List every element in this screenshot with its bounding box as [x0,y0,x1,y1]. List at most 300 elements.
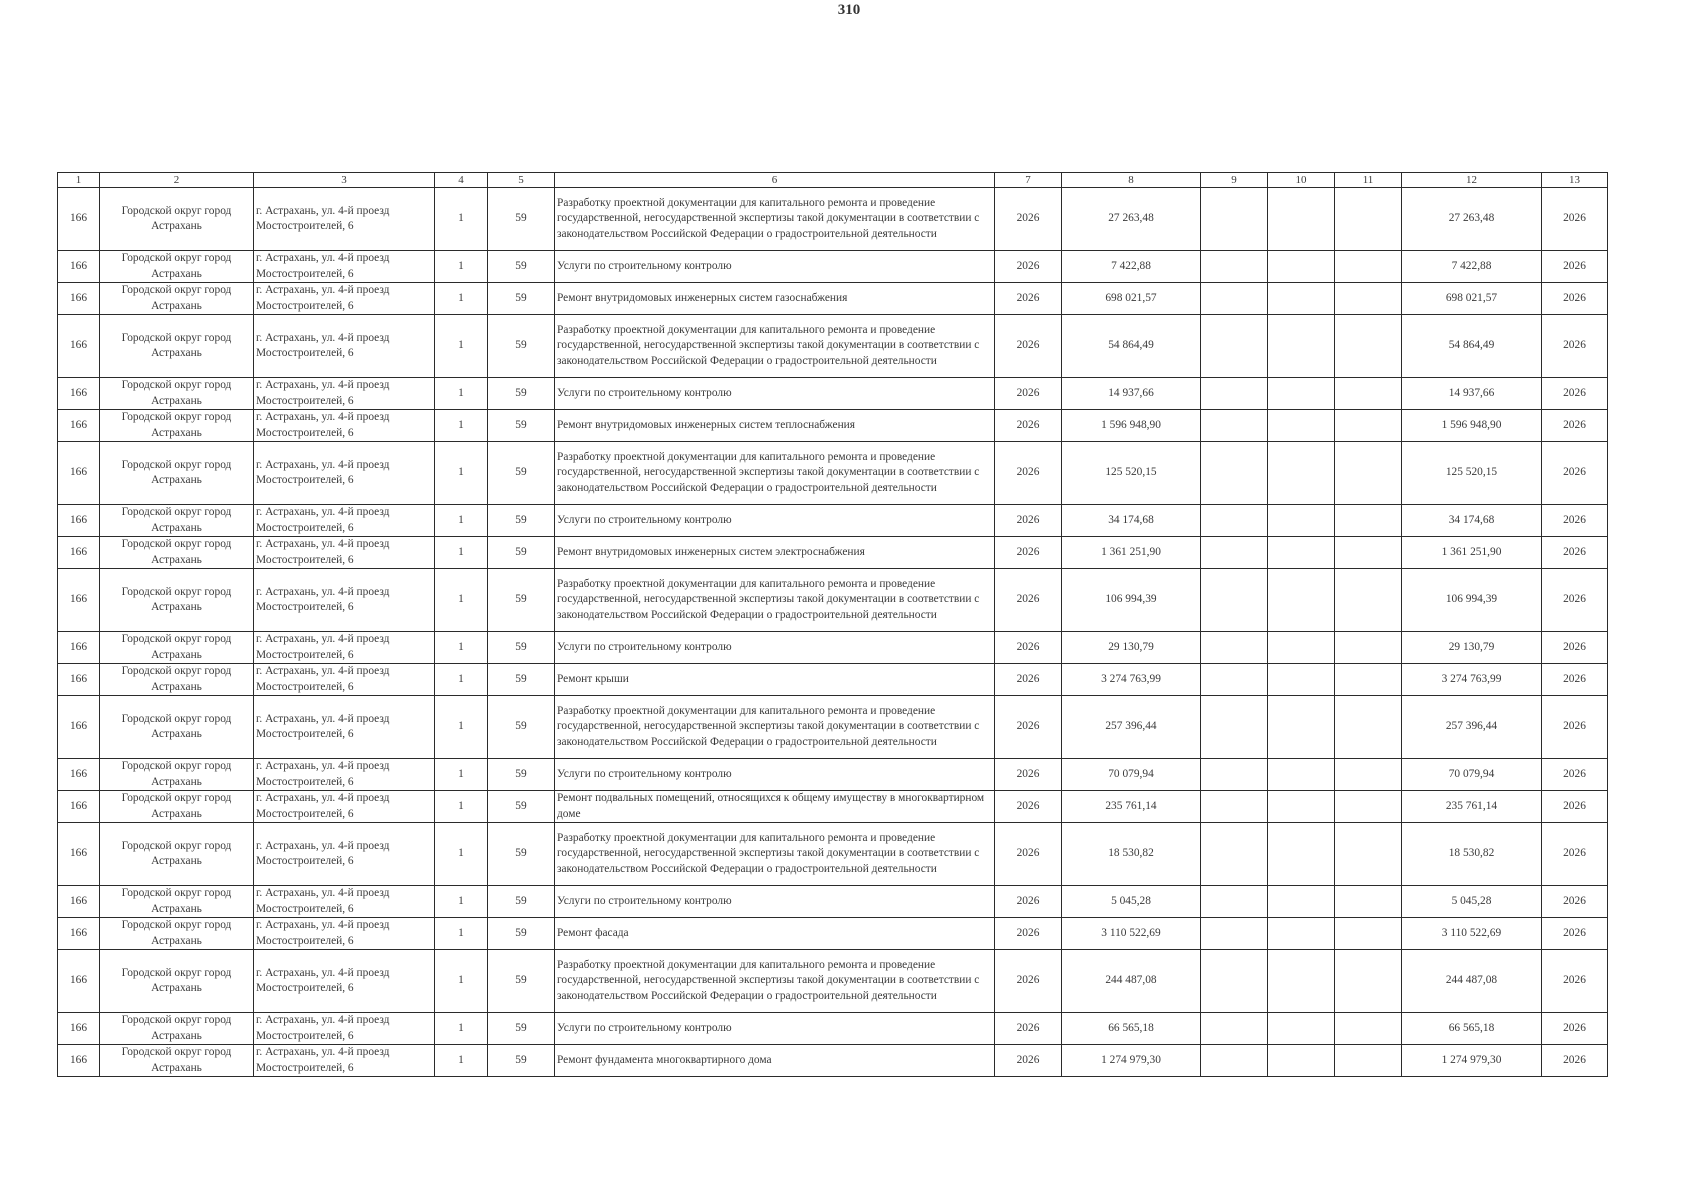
total-cost-cell: 5 045,28 [1402,886,1542,918]
column-header: 4 [435,173,488,188]
row-number-cell: 166 [58,505,100,537]
address-cell: г. Астрахань, ул. 4-й проезд Мостостроителей, 6 [254,823,435,886]
year-cell: 2026 [995,442,1062,505]
column-header: 10 [1268,173,1335,188]
address-cell: г. Астрахань, ул. 4-й проезд Мостостроителей, 6 [254,283,435,315]
total-cost-cell: 125 520,15 [1402,442,1542,505]
column-5-cell: 59 [488,696,555,759]
total-cost-cell: 54 864,49 [1402,315,1542,378]
column-5-cell: 59 [488,1013,555,1045]
plan-year-cell: 2026 [1542,442,1608,505]
address-cell: г. Астрахань, ул. 4-й проезд Мостостроителей, 6 [254,442,435,505]
column-4-cell: 1 [435,537,488,569]
work-type-cell: Разработку проектной документации для капитального ремонта и проведение государственной, негосударственной экспертизы такой документации в соответствии с законодательством Российской Федерации о градостроительной деятельности [555,188,995,251]
column-11-cell [1335,251,1402,283]
column-5-cell: 59 [488,251,555,283]
total-cost-cell: 14 937,66 [1402,378,1542,410]
column-9-cell [1201,1045,1268,1077]
address-cell: г. Астрахань, ул. 4-й проезд Мостостроителей, 6 [254,918,435,950]
column-header: 12 [1402,173,1542,188]
cost-cell: 54 864,49 [1062,315,1201,378]
column-9-cell [1201,918,1268,950]
address-cell: г. Астрахань, ул. 4-й проезд Мостостроителей, 6 [254,632,435,664]
work-type-cell: Разработку проектной документации для капитального ремонта и проведение государственной, негосударственной экспертизы такой документации в соответствии с законодательством Российской Федерации о градостроительной деятельности [555,950,995,1013]
table-row [58,283,1608,315]
table-row [58,664,1608,696]
year-cell: 2026 [995,537,1062,569]
table-row [58,791,1608,823]
table-row [58,442,1608,505]
column-header: 1 [58,173,100,188]
year-cell: 2026 [995,696,1062,759]
year-cell: 2026 [995,378,1062,410]
column-11-cell [1335,505,1402,537]
column-5-cell: 59 [488,188,555,251]
year-cell: 2026 [995,315,1062,378]
total-cost-cell: 18 530,82 [1402,823,1542,886]
column-9-cell [1201,505,1268,537]
column-11-cell [1335,410,1402,442]
row-number-cell: 166 [58,632,100,664]
column-header: 8 [1062,173,1201,188]
cost-cell: 257 396,44 [1062,696,1201,759]
municipality-cell: Городской округ город Астрахань [100,1045,254,1077]
column-4-cell: 1 [435,886,488,918]
cost-cell: 235 761,14 [1062,791,1201,823]
total-cost-cell: 34 174,68 [1402,505,1542,537]
column-4-cell: 1 [435,410,488,442]
address-cell: г. Астрахань, ул. 4-й проезд Мостостроителей, 6 [254,664,435,696]
municipality-cell: Городской округ город Астрахань [100,442,254,505]
table-body [58,188,1608,1077]
table-row [58,918,1608,950]
column-11-cell [1335,632,1402,664]
address-cell: г. Астрахань, ул. 4-й проезд Мостостроителей, 6 [254,759,435,791]
municipality-cell: Городской округ город Астрахань [100,537,254,569]
cost-cell: 698 021,57 [1062,283,1201,315]
column-10-cell [1268,188,1335,251]
address-cell: г. Астрахань, ул. 4-й проезд Мостостроителей, 6 [254,505,435,537]
cost-cell: 7 422,88 [1062,251,1201,283]
cost-cell: 29 130,79 [1062,632,1201,664]
column-9-cell [1201,950,1268,1013]
column-4-cell: 1 [435,442,488,505]
year-cell: 2026 [995,886,1062,918]
column-10-cell [1268,918,1335,950]
municipality-cell: Городской округ город Астрахань [100,569,254,632]
municipality-cell: Городской округ город Астрахань [100,1013,254,1045]
column-5-cell: 59 [488,632,555,664]
column-header: 9 [1201,173,1268,188]
work-type-cell: Услуги по строительному контролю [555,378,995,410]
row-number-cell: 166 [58,696,100,759]
total-cost-cell: 1 596 948,90 [1402,410,1542,442]
column-5-cell: 59 [488,283,555,315]
plan-year-cell: 2026 [1542,410,1608,442]
row-number-cell: 166 [58,791,100,823]
row-number-cell: 166 [58,664,100,696]
plan-year-cell: 2026 [1542,505,1608,537]
capital-repair-table [57,172,1608,1077]
column-10-cell [1268,569,1335,632]
column-header: 2 [100,173,254,188]
column-9-cell [1201,664,1268,696]
total-cost-cell: 70 079,94 [1402,759,1542,791]
column-5-cell: 59 [488,505,555,537]
column-11-cell [1335,1013,1402,1045]
row-number-cell: 166 [58,1013,100,1045]
work-type-cell: Ремонт фасада [555,918,995,950]
column-10-cell [1268,791,1335,823]
year-cell: 2026 [995,950,1062,1013]
total-cost-cell: 698 021,57 [1402,283,1542,315]
cost-cell: 14 937,66 [1062,378,1201,410]
work-type-cell: Услуги по строительному контролю [555,759,995,791]
work-type-cell: Разработку проектной документации для капитального ремонта и проведение государственной, негосударственной экспертизы такой документации в соответствии с законодательством Российской Федерации о градостроительной деятельности [555,315,995,378]
row-number-cell: 166 [58,378,100,410]
column-10-cell [1268,410,1335,442]
column-5-cell: 59 [488,823,555,886]
cost-cell: 125 520,15 [1062,442,1201,505]
row-number-cell: 166 [58,918,100,950]
year-cell: 2026 [995,664,1062,696]
municipality-cell: Городской округ город Астрахань [100,505,254,537]
row-number-cell: 166 [58,950,100,1013]
year-cell: 2026 [995,791,1062,823]
total-cost-cell: 1 274 979,30 [1402,1045,1542,1077]
year-cell: 2026 [995,823,1062,886]
total-cost-cell: 257 396,44 [1402,696,1542,759]
column-11-cell [1335,315,1402,378]
work-type-cell: Ремонт крыши [555,664,995,696]
municipality-cell: Городской округ город Астрахань [100,378,254,410]
column-9-cell [1201,442,1268,505]
column-11-cell [1335,696,1402,759]
column-5-cell: 59 [488,664,555,696]
table-row [58,410,1608,442]
table-row [58,315,1608,378]
column-11-cell [1335,569,1402,632]
column-9-cell [1201,188,1268,251]
address-cell: г. Астрахань, ул. 4-й проезд Мостостроителей, 6 [254,410,435,442]
column-10-cell [1268,505,1335,537]
column-11-cell [1335,950,1402,1013]
work-type-cell: Услуги по строительному контролю [555,251,995,283]
column-9-cell [1201,1013,1268,1045]
total-cost-cell: 3 110 522,69 [1402,918,1542,950]
table-row [58,823,1608,886]
plan-year-cell: 2026 [1542,886,1608,918]
row-number-cell: 166 [58,188,100,251]
plan-year-cell: 2026 [1542,188,1608,251]
address-cell: г. Астрахань, ул. 4-й проезд Мостостроителей, 6 [254,1013,435,1045]
work-type-cell: Услуги по строительному контролю [555,505,995,537]
column-10-cell [1268,950,1335,1013]
column-9-cell [1201,251,1268,283]
total-cost-cell: 66 565,18 [1402,1013,1542,1045]
plan-year-cell: 2026 [1542,696,1608,759]
column-4-cell: 1 [435,378,488,410]
table-row [58,1045,1608,1077]
cost-cell: 66 565,18 [1062,1013,1201,1045]
total-cost-cell: 244 487,08 [1402,950,1542,1013]
table-row [58,378,1608,410]
address-cell: г. Астрахань, ул. 4-й проезд Мостостроителей, 6 [254,315,435,378]
row-number-cell: 166 [58,442,100,505]
cost-cell: 1 596 948,90 [1062,410,1201,442]
work-type-cell: Разработку проектной документации для капитального ремонта и проведение государственной, негосударственной экспертизы такой документации в соответствии с законодательством Российской Федерации о градостроительной деятельности [555,442,995,505]
page-number: 310 [837,2,861,18]
municipality-cell: Городской округ город Астрахань [100,283,254,315]
row-number-cell: 166 [58,283,100,315]
row-number-cell: 166 [58,569,100,632]
plan-year-cell: 2026 [1542,823,1608,886]
table-row [58,886,1608,918]
cost-cell: 1 274 979,30 [1062,1045,1201,1077]
municipality-cell: Городской округ город Астрахань [100,823,254,886]
year-cell: 2026 [995,759,1062,791]
table-row [58,537,1608,569]
work-type-cell: Услуги по строительному контролю [555,1013,995,1045]
column-11-cell [1335,823,1402,886]
year-cell: 2026 [995,283,1062,315]
column-header: 7 [995,173,1062,188]
column-4-cell: 1 [435,283,488,315]
plan-year-cell: 2026 [1542,632,1608,664]
column-10-cell [1268,251,1335,283]
column-10-cell [1268,378,1335,410]
column-5-cell: 59 [488,759,555,791]
municipality-cell: Городской округ город Астрахань [100,791,254,823]
column-4-cell: 1 [435,1013,488,1045]
column-9-cell [1201,823,1268,886]
address-cell: г. Астрахань, ул. 4-й проезд Мостостроителей, 6 [254,569,435,632]
cost-cell: 1 361 251,90 [1062,537,1201,569]
column-4-cell: 1 [435,918,488,950]
row-number-cell: 166 [58,315,100,378]
column-10-cell [1268,759,1335,791]
column-9-cell [1201,696,1268,759]
year-cell: 2026 [995,251,1062,283]
column-11-cell [1335,664,1402,696]
cost-cell: 5 045,28 [1062,886,1201,918]
column-9-cell [1201,315,1268,378]
column-4-cell: 1 [435,759,488,791]
column-5-cell: 59 [488,315,555,378]
address-cell: г. Астрахань, ул. 4-й проезд Мостостроителей, 6 [254,696,435,759]
address-cell: г. Астрахань, ул. 4-й проезд Мостостроителей, 6 [254,251,435,283]
table-row [58,759,1608,791]
plan-year-cell: 2026 [1542,759,1608,791]
table-row [58,632,1608,664]
row-number-cell: 166 [58,1045,100,1077]
row-number-cell: 166 [58,886,100,918]
work-type-cell: Ремонт фундамента многоквартирного дома [555,1045,995,1077]
municipality-cell: Городской округ город Астрахань [100,632,254,664]
work-type-cell: Услуги по строительному контролю [555,632,995,664]
column-11-cell [1335,188,1402,251]
column-10-cell [1268,886,1335,918]
municipality-cell: Городской округ город Астрахань [100,188,254,251]
year-cell: 2026 [995,569,1062,632]
year-cell: 2026 [995,918,1062,950]
table-row [58,188,1608,251]
municipality-cell: Городской округ город Астрахань [100,410,254,442]
municipality-cell: Городской округ город Астрахань [100,759,254,791]
total-cost-cell: 1 361 251,90 [1402,537,1542,569]
cost-cell: 3 110 522,69 [1062,918,1201,950]
column-10-cell [1268,664,1335,696]
column-header: 6 [555,173,995,188]
address-cell: г. Астрахань, ул. 4-й проезд Мостостроителей, 6 [254,1045,435,1077]
municipality-cell: Городской округ город Астрахань [100,696,254,759]
column-9-cell [1201,378,1268,410]
plan-year-cell: 2026 [1542,569,1608,632]
work-type-cell: Ремонт внутридомовых инженерных систем электроснабжения [555,537,995,569]
column-9-cell [1201,410,1268,442]
column-5-cell: 59 [488,442,555,505]
work-type-cell: Ремонт внутридомовых инженерных систем газоснабжения [555,283,995,315]
total-cost-cell: 235 761,14 [1402,791,1542,823]
address-cell: г. Астрахань, ул. 4-й проезд Мостостроителей, 6 [254,886,435,918]
municipality-cell: Городской округ город Астрахань [100,918,254,950]
table-row [58,950,1608,1013]
plan-year-cell: 2026 [1542,251,1608,283]
column-5-cell: 59 [488,918,555,950]
table-row [58,251,1608,283]
column-4-cell: 1 [435,823,488,886]
column-11-cell [1335,791,1402,823]
table-row [58,1013,1608,1045]
total-cost-cell: 106 994,39 [1402,569,1542,632]
cost-cell: 106 994,39 [1062,569,1201,632]
address-cell: г. Астрахань, ул. 4-й проезд Мостостроителей, 6 [254,791,435,823]
column-5-cell: 59 [488,886,555,918]
year-cell: 2026 [995,632,1062,664]
total-cost-cell: 29 130,79 [1402,632,1542,664]
column-4-cell: 1 [435,696,488,759]
cost-cell: 244 487,08 [1062,950,1201,1013]
column-4-cell: 1 [435,664,488,696]
column-5-cell: 59 [488,791,555,823]
plan-year-cell: 2026 [1542,1045,1608,1077]
column-4-cell: 1 [435,569,488,632]
column-5-cell: 59 [488,378,555,410]
column-9-cell [1201,759,1268,791]
column-11-cell [1335,537,1402,569]
column-11-cell [1335,283,1402,315]
row-number-cell: 166 [58,251,100,283]
municipality-cell: Городской округ город Астрахань [100,886,254,918]
address-cell: г. Астрахань, ул. 4-й проезд Мостостроителей, 6 [254,378,435,410]
year-cell: 2026 [995,188,1062,251]
plan-year-cell: 2026 [1542,950,1608,1013]
plan-year-cell: 2026 [1542,1013,1608,1045]
cost-cell: 34 174,68 [1062,505,1201,537]
column-5-cell: 59 [488,950,555,1013]
plan-year-cell: 2026 [1542,315,1608,378]
address-cell: г. Астрахань, ул. 4-й проезд Мостостроителей, 6 [254,950,435,1013]
column-5-cell: 59 [488,410,555,442]
column-9-cell [1201,791,1268,823]
column-11-cell [1335,378,1402,410]
cost-cell: 3 274 763,99 [1062,664,1201,696]
column-4-cell: 1 [435,188,488,251]
year-cell: 2026 [995,410,1062,442]
table-row [58,505,1608,537]
column-number-row [58,173,1608,188]
cost-cell: 18 530,82 [1062,823,1201,886]
column-10-cell [1268,283,1335,315]
column-9-cell [1201,569,1268,632]
column-4-cell: 1 [435,950,488,1013]
total-cost-cell: 3 274 763,99 [1402,664,1542,696]
column-10-cell [1268,537,1335,569]
column-10-cell [1268,1013,1335,1045]
cost-cell: 27 263,48 [1062,188,1201,251]
total-cost-cell: 7 422,88 [1402,251,1542,283]
table-row [58,569,1608,632]
total-cost-cell: 27 263,48 [1402,188,1542,251]
column-4-cell: 1 [435,632,488,664]
column-header: 5 [488,173,555,188]
row-number-cell: 166 [58,823,100,886]
plan-year-cell: 2026 [1542,918,1608,950]
address-cell: г. Астрахань, ул. 4-й проезд Мостостроителей, 6 [254,188,435,251]
column-10-cell [1268,823,1335,886]
column-10-cell [1268,315,1335,378]
plan-year-cell: 2026 [1542,283,1608,315]
column-header: 3 [254,173,435,188]
column-11-cell [1335,759,1402,791]
column-11-cell [1335,1045,1402,1077]
column-header: 11 [1335,173,1402,188]
row-number-cell: 166 [58,410,100,442]
column-5-cell: 59 [488,1045,555,1077]
work-type-cell: Разработку проектной документации для капитального ремонта и проведение государственной, негосударственной экспертизы такой документации в соответствии с законодательством Российской Федерации о градостроительной деятельности [555,823,995,886]
column-9-cell [1201,537,1268,569]
row-number-cell: 166 [58,759,100,791]
cost-cell: 70 079,94 [1062,759,1201,791]
municipality-cell: Городской округ город Астрахань [100,251,254,283]
column-10-cell [1268,442,1335,505]
column-11-cell [1335,442,1402,505]
year-cell: 2026 [995,1045,1062,1077]
municipality-cell: Городской округ город Астрахань [100,664,254,696]
column-11-cell [1335,886,1402,918]
column-11-cell [1335,918,1402,950]
table-header [58,173,1608,188]
plan-year-cell: 2026 [1542,537,1608,569]
column-4-cell: 1 [435,1045,488,1077]
column-4-cell: 1 [435,251,488,283]
year-cell: 2026 [995,1013,1062,1045]
column-5-cell: 59 [488,569,555,632]
column-4-cell: 1 [435,315,488,378]
table-row [58,696,1608,759]
column-9-cell [1201,632,1268,664]
work-type-cell: Разработку проектной документации для капитального ремонта и проведение государственной, негосударственной экспертизы такой документации в соответствии с законодательством Российской Федерации о градостроительной деятельности [555,696,995,759]
row-number-cell: 166 [58,537,100,569]
plan-year-cell: 2026 [1542,791,1608,823]
work-type-cell: Ремонт подвальных помещений, относящихся к общему имуществу в многоквартирном доме [555,791,995,823]
column-10-cell [1268,632,1335,664]
work-type-cell: Услуги по строительному контролю [555,886,995,918]
plan-year-cell: 2026 [1542,378,1608,410]
municipality-cell: Городской округ город Астрахань [100,950,254,1013]
column-5-cell: 59 [488,537,555,569]
work-type-cell: Ремонт внутридомовых инженерных систем теплоснабжения [555,410,995,442]
